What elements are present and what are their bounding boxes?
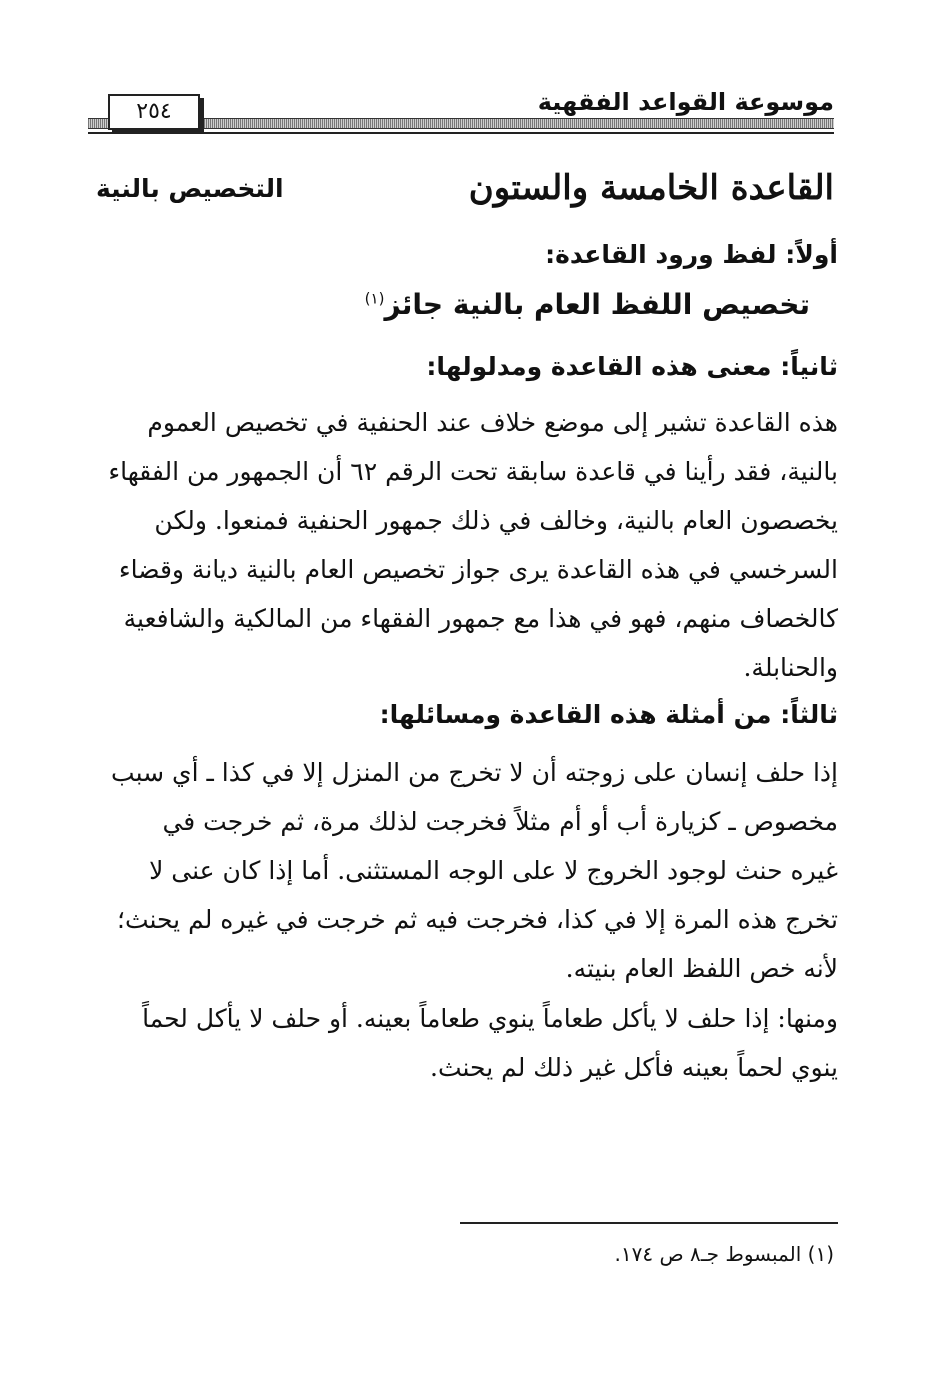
section-heading-examples: ثالثاً: من أمثلة هذه القاعدة ومسائلها: [379, 700, 838, 729]
section-heading-wording: أولاً: لفظ ورود القاعدة: [545, 240, 838, 269]
footnote: (١) المبسوط جـ٨ ص ١٧٤. [614, 1242, 834, 1266]
page-number: ٢٥٤ [108, 94, 200, 130]
rule-statement-text: تخصيص اللفظ العام بالنية جائز [384, 288, 810, 321]
paragraph-line: غيره حنث لوجود الخروج لا على الوجه المستثنى. أما إذا كان عنى لا [149, 856, 838, 885]
rule-title: القاعدة الخامسة والستون [468, 168, 834, 208]
meaning-paragraph [108, 398, 838, 692]
header-rule [88, 132, 834, 134]
running-header [88, 88, 834, 136]
paragraph-line: كالخصاف منهم، فهو في هذا مع جمهور الفقهاء من المالكية والشافعية [123, 604, 838, 633]
section-heading-meaning: ثانياً: معنى هذه القاعدة ومدلولها: [426, 352, 838, 381]
rule-statement [365, 288, 810, 321]
rule-topic: التخصيص بالنية [96, 174, 284, 203]
footnote-separator [460, 1222, 838, 1224]
book-title: موسوعة القواعد الفقهية [537, 88, 834, 116]
paragraph-line: لأنه خص اللفظ العام بنيته. [565, 954, 838, 983]
examples-paragraph-2 [108, 994, 838, 1092]
paragraph-line: بالنية، فقد رأينا في قاعدة سابقة تحت الرقم ٦٢ أن الجمهور من الفقهاء [108, 457, 838, 486]
paragraph-line: مخصوص ـ كزيارة أب أو أم مثلاً فخرجت لذلك مرة، ثم خرجت في [162, 807, 838, 836]
paragraph-line: ينوي لحماً بعينه فأكل غير ذلك لم يحنث. [430, 1053, 838, 1082]
paragraph-line: تخرج هذه المرة إلا في كذا، فخرجت فيه ثم خرجت في غيره لم يحنث؛ [117, 905, 838, 934]
paragraph-line: ومنها: إذا حلف لا يأكل طعاماً ينوي طعاماً بعينه. أو حلف لا يأكل لحماً [142, 1004, 838, 1033]
paragraph-line: السرخسي في هذه القاعدة يرى جواز تخصيص العام بالنية ديانة وقضاء [118, 555, 838, 584]
paragraph-line: يخصصون العام بالنية، وخالف في ذلك جمهور الحنفية فمنعوا. ولكن [154, 506, 838, 535]
paragraph-line: والحنابلة. [743, 653, 838, 682]
paragraph-line: إذا حلف إنسان على زوجته أن لا تخرج من المنزل إلا في كذا ـ أي سبب [111, 758, 838, 787]
footnote-reference[interactable]: (١) [364, 289, 385, 308]
examples-paragraph-1 [108, 748, 838, 993]
paragraph-line: هذه القاعدة تشير إلى موضع خلاف عند الحنفية في تخصيص العموم [147, 408, 838, 437]
